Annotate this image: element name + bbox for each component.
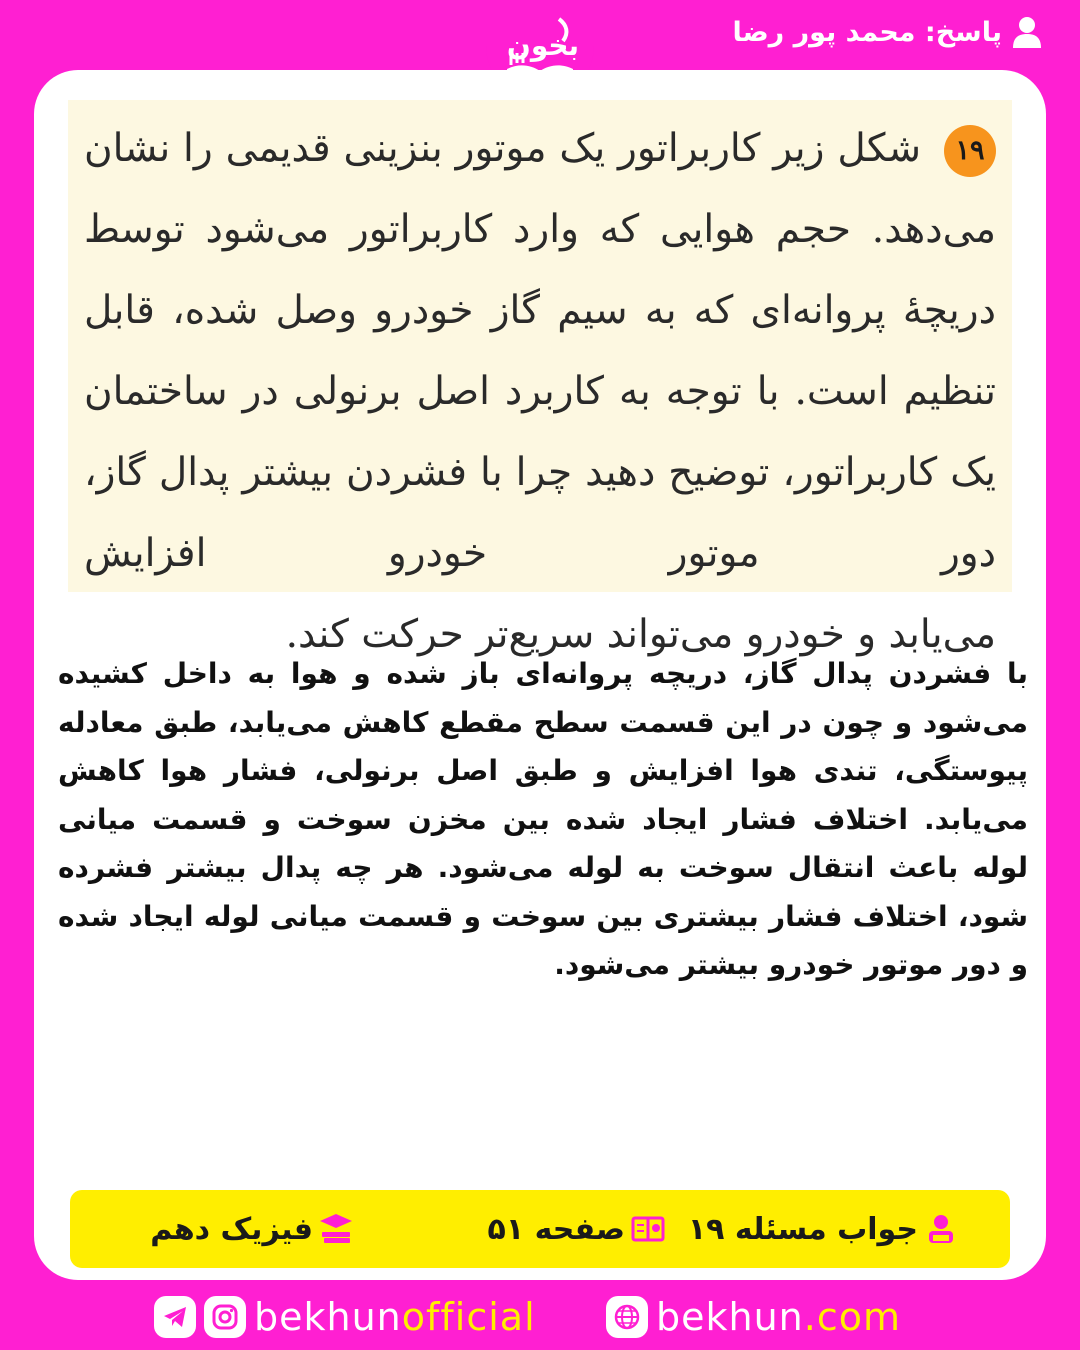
globe-icon[interactable]: [606, 1296, 648, 1338]
instagram-icon[interactable]: [204, 1296, 246, 1338]
question-last-line: می‌یابد و خودرو می‌تواند سریع‌تر حرکت کند.: [285, 612, 996, 657]
social-handle-suffix: official: [401, 1295, 536, 1339]
logo-text: بخون: [506, 29, 580, 62]
open-book-icon: [631, 1212, 665, 1246]
graduation-books-icon: [319, 1212, 353, 1246]
info-question-label: جواب مسئله ۱۹: [687, 1211, 918, 1247]
website-suffix: .com: [803, 1295, 902, 1339]
info-page: [488, 1212, 665, 1247]
teacher-icon: [924, 1212, 958, 1246]
info-bar: [70, 1190, 1010, 1268]
user-icon: [1012, 16, 1042, 48]
info-question: [688, 1212, 958, 1247]
question-block: [68, 100, 1012, 657]
info-subject: [150, 1212, 353, 1247]
social-handle[interactable]: [254, 1292, 536, 1342]
question-text: شکل زیر کاربراتور یک موتور بنزینی قدیمی را نشان می‌دهد. حجم هوایی که وارد کاربراتور می‌شود توسط دریچهٔ پروانه‌ای که به سیم گاز خودرو وصل شده، قابل تنظیم است. با توجه به کاربرد اصل برنولی در ساختمان یک کاربراتور، توضیح دهید چرا با فشردن بیشتر پدال گاز، دور موتور خودرو افزایش: [84, 126, 996, 576]
telegram-icon[interactable]: [154, 1296, 196, 1338]
footer: [0, 1292, 1080, 1342]
website-url[interactable]: [656, 1292, 901, 1342]
answer-author-text: پاسخ: محمد پور رضا: [732, 16, 1002, 48]
question-paragraph: [84, 108, 996, 594]
info-page-label: صفحه ۵۱: [487, 1211, 625, 1247]
answer-author: [732, 8, 1042, 56]
social-handle-prefix: bekhun: [254, 1295, 402, 1339]
info-subject-label: فیزیک دهم: [150, 1211, 313, 1247]
answer-text: با فشردن پدال گاز، دریچه پروانه‌ای باز شده و هوا به داخل کشیده می‌شود و چون در این قسمت سطح مقطع کاهش می‌یابد، طبق معادله پیوستگی، تندی هوا افزایش و طبق اصل برنولی، فشار هوا کاهش می‌یابد. اختلاف فشار ایجاد شده بین مخزن سوخت و قسمت میانی لوله باعث انتقال سوخت به لوله می‌شود. هر چه پدال بیشتر فشرده شود، اختلاف فشار بیشتری بین سوخت و قسمت میانی لوله ایجاد شده و دور موتور خودرو بیشتر می‌شود.: [58, 657, 1028, 981]
website-prefix: bekhun: [656, 1295, 804, 1339]
question-number-badge: ۱۹: [944, 125, 996, 177]
